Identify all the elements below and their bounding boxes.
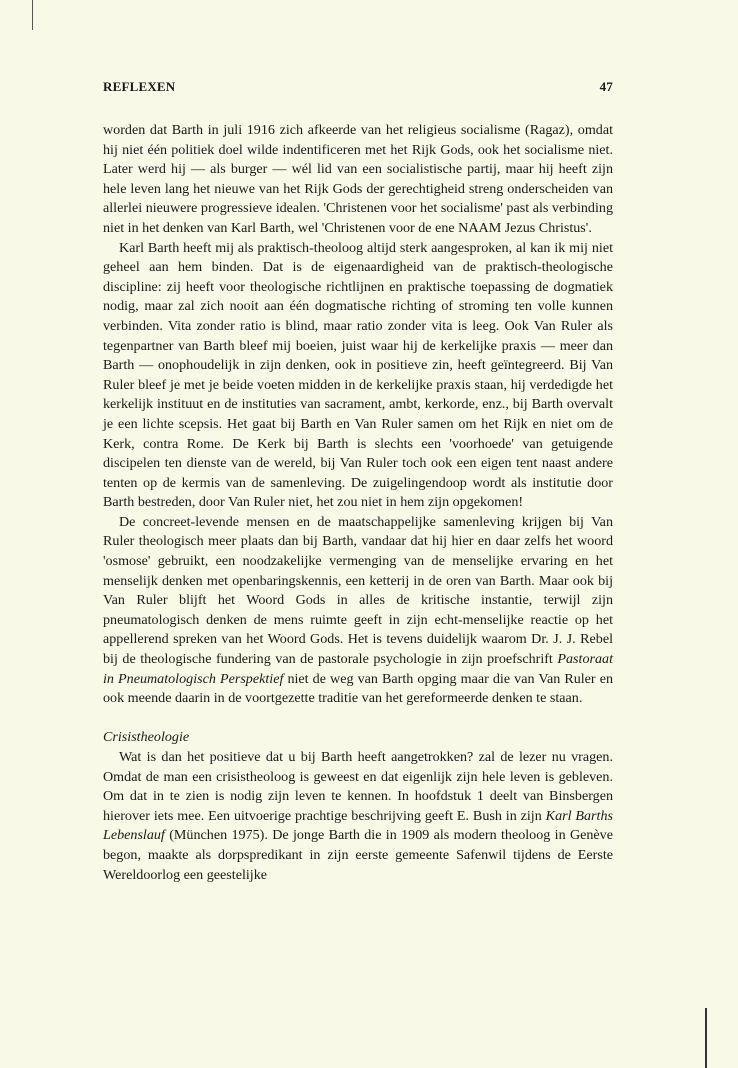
section-heading: Crisistheologie	[103, 729, 190, 746]
page-number: 47	[599, 79, 613, 94]
page-edge-right	[705, 1008, 707, 1068]
paragraph-3-text: De concreet-levende mensen en de maatschappelijke samenleving krijgen bij Van Ruler theologisch meer plaats dan bij Barth, vandaar dat hij hier en daar zelfs het woord 'osmose' gebruikt, een noodzakelijke vermenging van de menselijke ervaring en het menselijk denken met openbaringskennis, een ketterij in de oren van Barth. Maar ook bij Van Ruler blijft het Woord Gods in alles de kritische instantie, terwijl zijn pneumatologisch denken de mens ruimte geeft in zijn echt-menselijke reactie op het appellerend spreken van het Woord Gods. Het is tevens duidelijk waarom Dr. J. J. Rebel bij de theologische fundering van de pastorale psychologie in zijn proefschrift	[103, 513, 613, 668]
paragraph-2: Karl Barth heeft mij als praktisch-theoloog altijd sterk aangesproken, al kan ik mij niet geheel aan hem binden. Dat is de eigenaardigheid van de praktisch-theologische discipline: zij heeft voor theologische richtlijnen en praktische toepassing de dogmatiek nodig, maar zal zich nooit aan één dogmatische richting of stroming ten volle kunnen verbinden. Vita zonder ratio is blind, maar ratio zonder vita is leeg. Ook Van Ruler als tegenpartner van Barth bleef mij boeien, juist waar hij de kerkelijke praxis — meer dan Barth — onophoudelijk in zijn denken, ook in positieve zin, heeft geïntegreerd. Bij Van Ruler bleef je met je beide voeten midden in de kerkelijke praxis staan, hij verdedigde het kerkelijk instituut en de instituties van sacrament, ambt, kerkorde, enz., bij Barth overvalt je een lichte scepsis. Het gaat bij Barth en Van Ruler samen om het Rijk en niet om de Kerk, contra Rome. De Kerk bij Barth is slechts een 'voorhoede' van getuigende discipelen ten dienste van de wereld, bij Van Ruler toch ook een eigen tent naast andere tenten op de kermis van de samenleving. De zuigelingendoop wordt als institutie door Barth bestreden, door Van Ruler niet, het zou niet in hem zijn opgekomen!	[103, 239, 613, 511]
paragraph-1: worden dat Barth in juli 1916 zich afkeerde van het religieus socialisme (Ragaz), omdat hij niet één politiek doel wilde indentificeren met het Rijk Gods, ook het socialisme niet. Later werd hij — als burger — wél lid van een socialistische partij, maar hij heeft zijn hele leven lang het nieuwe van het Rijk Gods der gerechtigheid streng onderscheiden van allerlei nieuwere progressieve idealen. 'Christenen voor het socialisme' past als verbinding niet in het denken van Karl Barth, wel 'Christenen voor de ene NAAM Jezus Christus'.	[103, 122, 613, 236]
book-title: Karl Barths Lebenslauf	[103, 807, 613, 844]
paragraph-3	[103, 513, 613, 709]
running-title: REFLEXEN	[103, 79, 176, 94]
dissertation-title: Pastoraat in Pneumatologisch Perspektief	[103, 651, 613, 687]
paragraph-4-text: Wat is dan het positieve dat u bij Barth heeft aangetrokken? zal de lezer nu vragen. Omdat de man een crisistheoloog is geweest en dat eigenlijk zijn hele leven is gebleven. Om dat in te zien is nodig zijn leven te kennen. In hoofdstuk 1 deelt van Binsbergen hierover iets mee. Een uitvoerige prachtige beschrijving geeft E. Bush in zijn	[103, 749, 613, 824]
paragraph-4-end: (München 1975). De jonge Barth die in 1909 als modern theoloog in Genève begon, maakte als dorpspredikant in zijn eerste gemeente Safenwil tijdens de Eerste Wereldoorlog een geestelijke	[103, 827, 613, 883]
page-edge-left	[32, 0, 33, 30]
page-body	[103, 121, 613, 885]
paragraph-3-end: niet de weg van Barth opging maar die van Van Ruler en ook meende daarin in de voortgezette traditie van het gereformeerde denken te staan.	[103, 670, 614, 707]
paragraph-4	[103, 748, 613, 885]
